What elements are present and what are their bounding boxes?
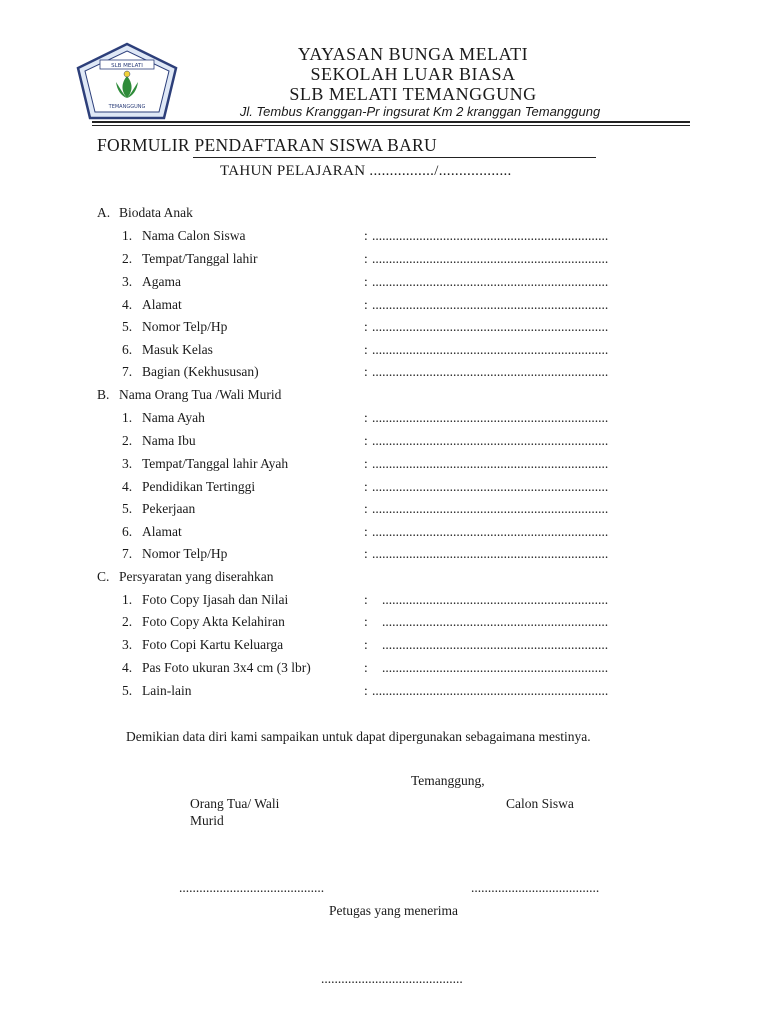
school-year-field[interactable]: TAHUN PELAJARAN ................/.................. — [220, 163, 512, 179]
fill-line[interactable]: ...................................................................... — [372, 501, 609, 516]
place-date: Temanggung, — [411, 773, 485, 788]
form-title: FORMULIR PENDAFTARAN SISWA BARU — [97, 135, 437, 155]
field-colon: : — [364, 228, 368, 243]
fill-line[interactable]: ................................................................... — [382, 660, 609, 675]
form-row-label: 7. Bagian (Kekhususan) — [122, 364, 259, 379]
form-row-label: 4. Alamat — [122, 297, 182, 312]
school-address: Jl. Tembus Kranggan-Pr ingsurat Km 2 kranggan Temanggung — [239, 104, 601, 119]
form-row-label: 1. Nama Calon Siswa — [122, 228, 246, 243]
officer-signature-line[interactable]: .......................................... — [321, 971, 463, 986]
section-title: Nama Orang Tua /Wali Murid — [119, 387, 282, 402]
student-label: Calon Siswa — [506, 796, 574, 811]
field-colon: : — [364, 546, 368, 561]
fill-line[interactable]: ...................................................................... — [372, 251, 609, 266]
form-row-label: 7. Nomor Telp/Hp — [122, 546, 228, 561]
section-title: Persyaratan yang diserahkan — [119, 569, 274, 584]
form-row-label: 4. Pendidikan Tertinggi — [122, 479, 256, 494]
school-type: SEKOLAH LUAR BIASA — [310, 64, 516, 84]
form-row-label: 5. Pekerjaan — [122, 501, 196, 516]
form-row-label: 3. Agama — [122, 274, 181, 289]
header-divider-thin — [92, 125, 690, 126]
field-colon: : — [364, 501, 368, 516]
fill-line[interactable]: ................................................................... — [382, 637, 609, 652]
fill-line[interactable]: ...................................................................... — [372, 546, 609, 561]
closing-statement: Demikian data diri kami sampaikan untuk dapat dipergunakan sebagaimana mestinya. — [126, 729, 591, 744]
fill-line[interactable]: ...................................................................... — [372, 683, 609, 698]
section-letter: B. — [97, 387, 110, 402]
field-colon: : — [364, 410, 368, 425]
field-colon: : — [364, 456, 368, 471]
school-pentagon-logo-icon — [76, 42, 178, 120]
field-colon: : — [364, 364, 368, 379]
fill-line[interactable]: ...................................................................... — [372, 297, 609, 312]
field-colon: : — [364, 479, 368, 494]
parent-label: Orang Tua/ Wali — [190, 796, 280, 811]
section-letter: A. — [97, 205, 111, 220]
form-row-label: 2. Tempat/Tanggal lahir — [122, 251, 258, 266]
form-row-label: 1. Nama Ayah — [122, 410, 205, 425]
form-row-label: 5. Nomor Telp/Hp — [122, 319, 228, 334]
parent-signature-line[interactable]: ........................................... — [179, 880, 325, 895]
header-divider-thick — [92, 121, 690, 123]
form-row-label: 3. Foto Copi Kartu Keluarga — [122, 637, 284, 652]
field-colon: : — [364, 683, 368, 698]
fill-line[interactable]: ...................................................................... — [372, 479, 609, 494]
section-c-heading — [97, 569, 273, 585]
fill-line[interactable]: ................................................................... — [382, 592, 609, 607]
field-colon: : — [364, 319, 368, 334]
school-name: SLB MELATI TEMANGGUNG — [289, 84, 537, 104]
field-colon: : — [364, 433, 368, 448]
fill-line[interactable]: ...................................................................... — [372, 456, 609, 471]
form-row-label: 4. Pas Foto ukuran 3x4 cm (3 lbr) — [122, 660, 311, 675]
fill-line[interactable]: ...................................................................... — [372, 410, 609, 425]
fill-line[interactable]: ...................................................................... — [372, 319, 609, 334]
field-colon: : — [364, 524, 368, 539]
field-colon: : — [364, 637, 368, 652]
fill-line[interactable]: ...................................................................... — [372, 342, 609, 357]
section-title: Biodata Anak — [119, 205, 193, 220]
parent-label-cont: Murid — [190, 813, 224, 828]
logo-top-text: SLB MELATI — [111, 63, 143, 69]
title-underline — [193, 157, 596, 158]
section-a-heading — [97, 205, 193, 221]
foundation-name: YAYASAN BUNGA MELATI — [297, 44, 529, 64]
fill-line[interactable]: ...................................................................... — [372, 433, 609, 448]
fill-line[interactable]: ...................................................................... — [372, 364, 609, 379]
officer-label: Petugas yang menerima — [329, 903, 458, 918]
section-b-heading — [97, 387, 281, 403]
form-row-label: 5. Lain-lain — [122, 683, 192, 698]
field-colon: : — [364, 274, 368, 289]
student-signature-line[interactable]: ...................................... — [471, 880, 600, 895]
field-colon: : — [364, 614, 368, 629]
field-colon: : — [364, 342, 368, 357]
school-logo — [76, 42, 178, 120]
field-colon: : — [364, 592, 368, 607]
field-colon: : — [364, 297, 368, 312]
form-row-label: 2. Nama Ibu — [122, 433, 196, 448]
field-colon: : — [364, 251, 368, 266]
logo-bottom-text: TEMANGGUNG — [108, 104, 146, 110]
form-row-label: 1. Foto Copy Ijasah dan Nilai — [122, 592, 289, 607]
form-row-label: 6. Alamat — [122, 524, 182, 539]
field-colon: : — [364, 660, 368, 675]
form-row-label: 3. Tempat/Tanggal lahir Ayah — [122, 456, 289, 471]
section-letter: C. — [97, 569, 110, 584]
fill-line[interactable]: ...................................................................... — [372, 524, 609, 539]
form-row-label: 6. Masuk Kelas — [122, 342, 213, 357]
fill-line[interactable]: ...................................................................... — [372, 274, 609, 289]
fill-line[interactable]: ................................................................... — [382, 614, 609, 629]
fill-line[interactable]: ...................................................................... — [372, 228, 609, 243]
form-row-label: 2. Foto Copy Akta Kelahiran — [122, 614, 285, 629]
